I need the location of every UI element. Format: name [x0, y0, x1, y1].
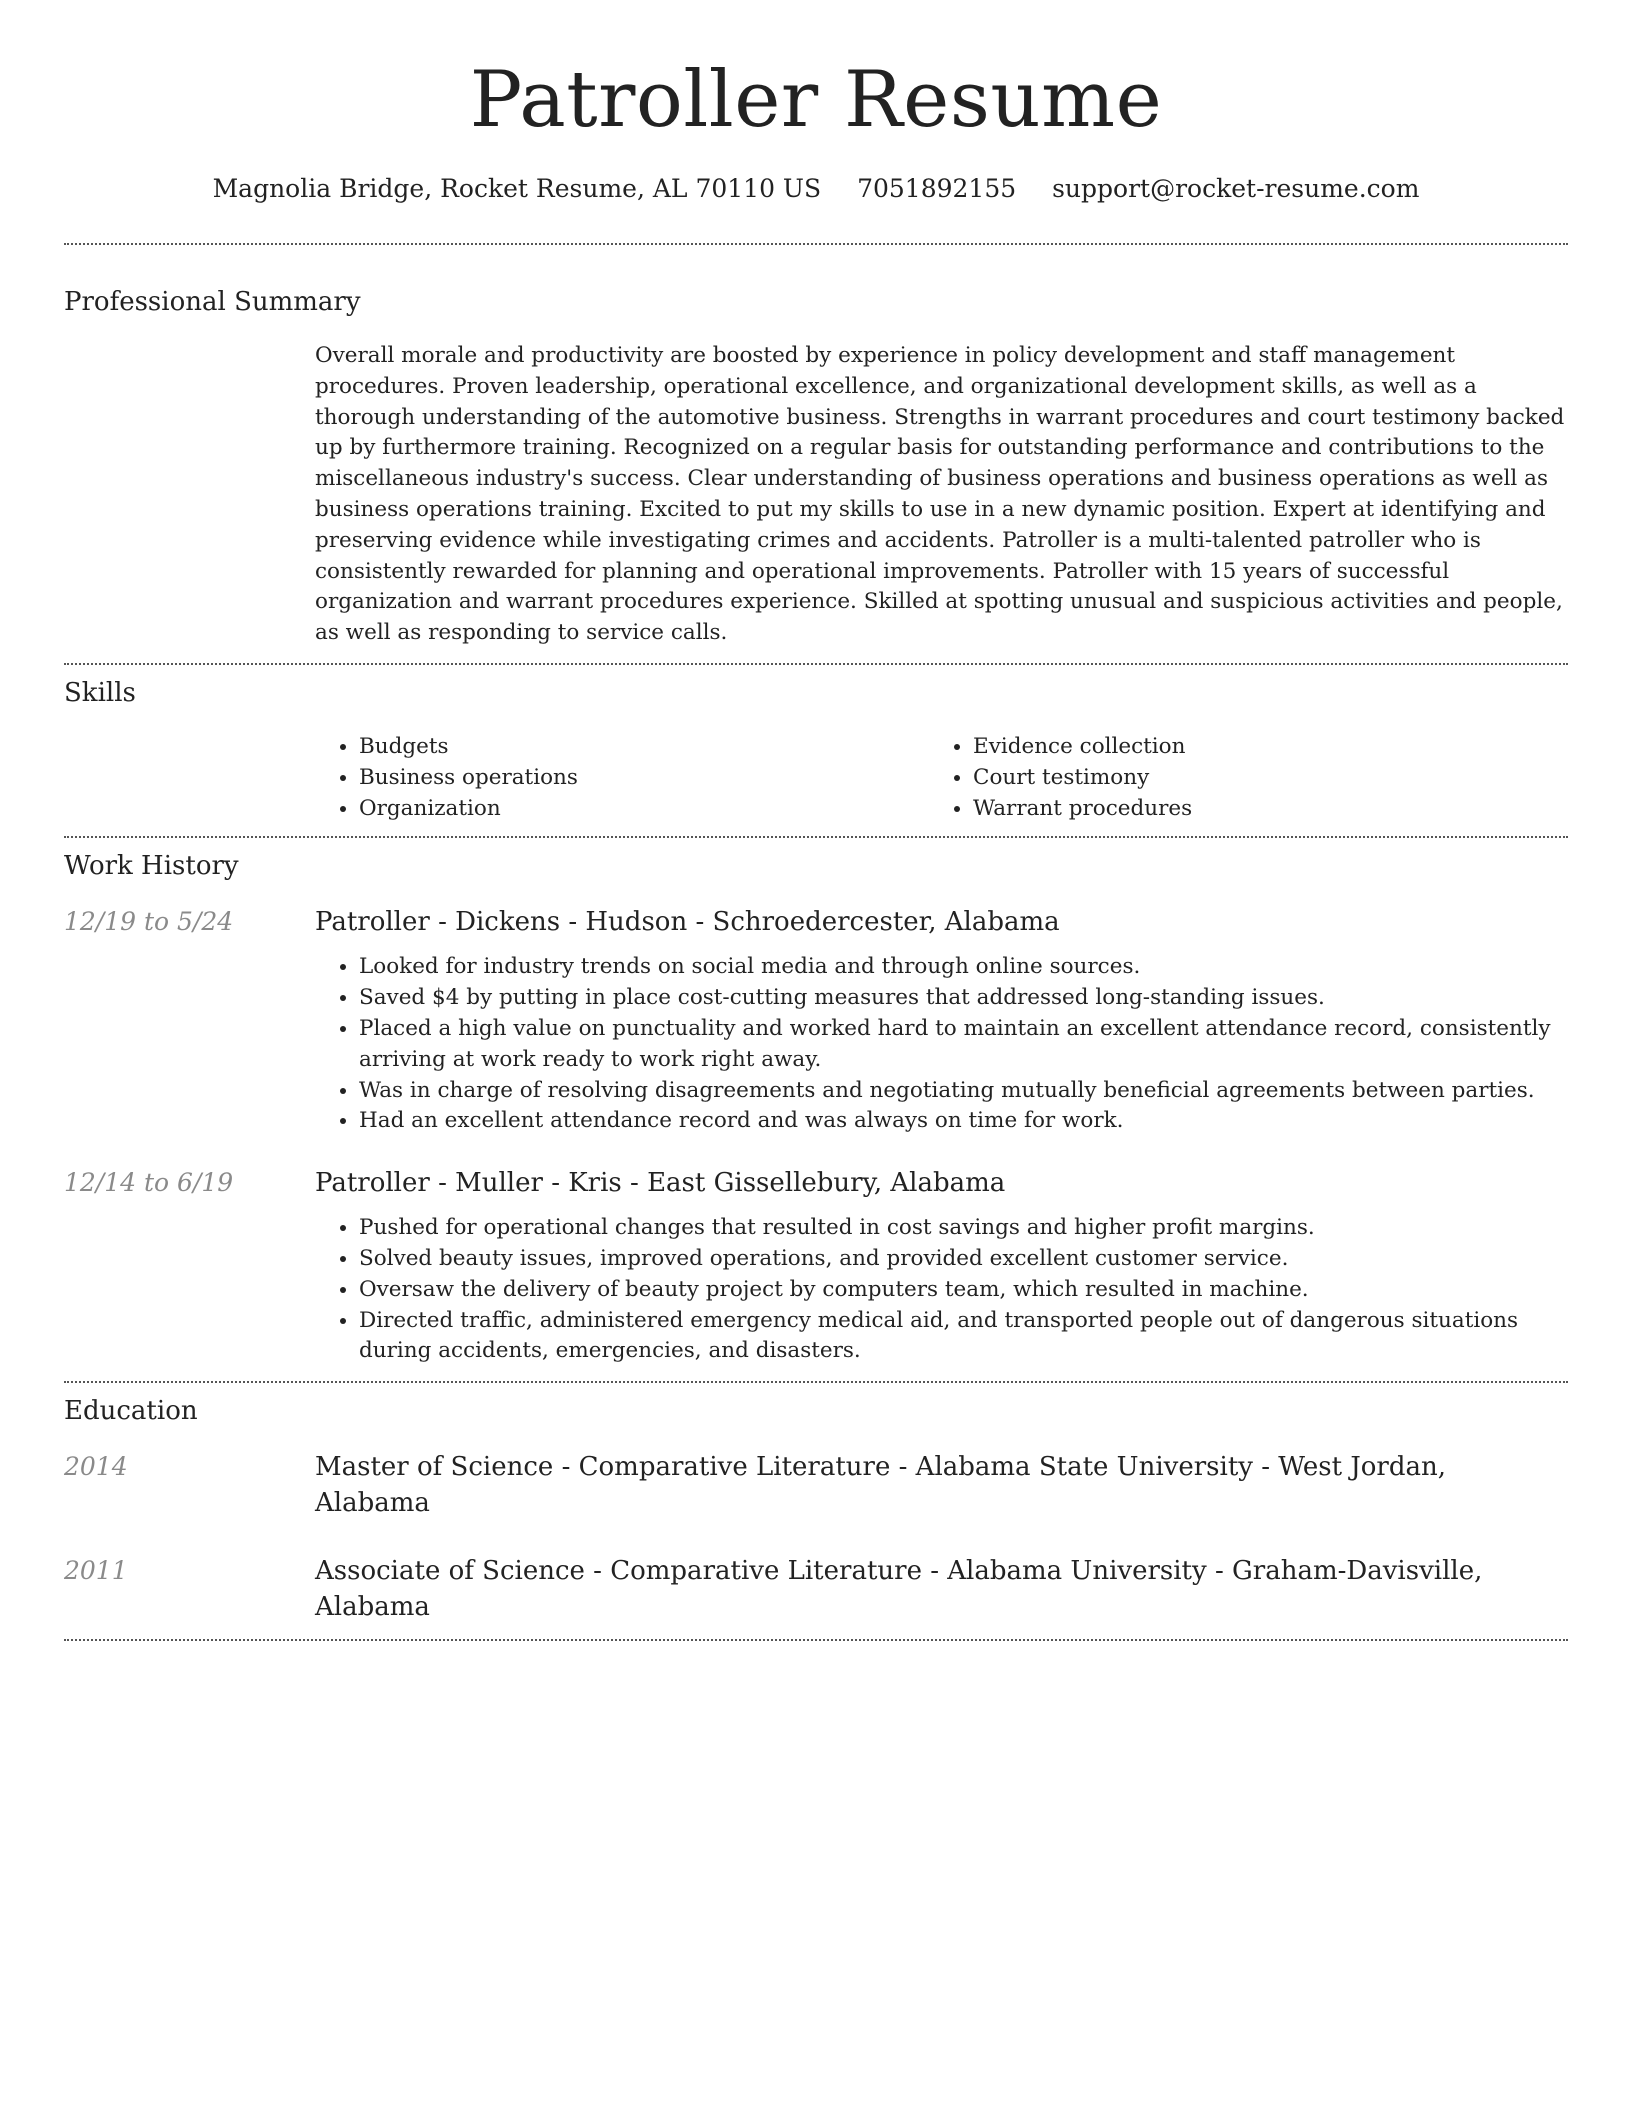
skill-item: • Budgets	[359, 732, 929, 763]
job-bullets	[315, 1213, 1568, 1367]
divider	[64, 836, 1568, 838]
education-degree: Associate of Science - Comparative Literature - Alabama University - Graham-Davisville, Alabama	[315, 1556, 1483, 1623]
resume-page	[64, 0, 1568, 1641]
skill-item: • Court testimony	[973, 763, 1543, 794]
resume-title: Patroller Resume	[469, 55, 1163, 145]
skills-column-left	[315, 732, 929, 824]
education-entry	[64, 1449, 1568, 1521]
contact-phone: 7051892155	[857, 174, 1017, 203]
skill-item: • Organization	[359, 794, 929, 825]
skill-item: • Warrant procedures	[973, 794, 1543, 825]
job-title: Patroller - Dickens - Hudson - Schroedercester, Alabama	[315, 907, 1060, 938]
job-dates: 12/14 to 6/19	[64, 1168, 234, 1198]
job-bullet: • Looked for industry trends on social media and through online sources.	[359, 952, 1568, 983]
education-year: 2014	[64, 1452, 128, 1482]
contact-line	[64, 172, 1568, 206]
education-year: 2011	[64, 1556, 128, 1586]
divider	[64, 243, 1568, 245]
skill-item: • Evidence collection	[973, 732, 1543, 763]
divider	[64, 1381, 1568, 1383]
education-entry	[64, 1553, 1568, 1625]
contact-address: Magnolia Bridge, Rocket Resume, AL 70110 US	[212, 174, 822, 203]
job-bullets	[315, 952, 1568, 1137]
job-details	[315, 1165, 1568, 1367]
education-degree: Master of Science - Comparative Literature - Alabama State University - West Jordan, Alabama	[315, 1452, 1446, 1519]
job-bullet: • Solved beauty issues, improved operations, and provided excellent customer service.	[359, 1244, 1568, 1275]
divider	[64, 1639, 1568, 1641]
job-bullet: • Saved $4 by putting in place cost-cutting measures that addressed long-standing issues.	[359, 983, 1568, 1014]
section-title-education: Education	[64, 1396, 198, 1427]
job-dates: 12/19 to 5/24	[64, 907, 234, 937]
divider	[64, 663, 1568, 665]
skill-item: • Business operations	[359, 763, 929, 794]
summary-text: Overall morale and productivity are boosted by experience in policy development and staff management procedures. Proven leadership, operational excellence, and organizational development skills, as well as a thorough understanding of the automotive business. Strengths in warrant procedures and court testimony backed up by furthermore training. Recognized on a regular basis for outstanding performance and contributions to the miscellaneous industry's success. Clear understanding of business operations and business operations as well as business operations training. Excited to put my skills to use in a new dynamic position. Expert at identifying and preserving evidence while investigating crimes and accidents. Patroller is a multi-talented patroller who is consistently rewarded for planning and operational improvements. Patroller with 15 years of successful organization and warrant procedures experience. Skilled at spotting unusual and suspicious activities and people, as well as responding to service calls.	[315, 343, 1565, 646]
job-details	[315, 904, 1568, 1137]
job-bullet: • Placed a high value on punctuality and worked hard to maintain an excellent attendance record, consistently arriving at work ready to work right away.	[359, 1014, 1568, 1076]
job-bullet: • Directed traffic, administered emergency medical aid, and transported people out of dangerous situations during accidents, emergencies, and disasters.	[359, 1306, 1568, 1368]
section-title-work: Work History	[64, 851, 239, 882]
job-entry	[64, 1165, 1568, 1367]
job-bullet: • Was in charge of resolving disagreements and negotiating mutually beneficial agreements between parties.	[359, 1076, 1568, 1107]
job-bullet: • Oversaw the delivery of beauty project by computers team, which resulted in machine.	[359, 1275, 1568, 1306]
skills-column-right	[929, 732, 1543, 824]
job-bullet: • Pushed for operational changes that resulted in cost savings and higher profit margins.	[359, 1213, 1568, 1244]
section-title-summary: Professional Summary	[64, 287, 361, 317]
contact-email: support@rocket-resume.com	[1052, 174, 1420, 203]
job-bullet: • Had an excellent attendance record and was always on time for work.	[359, 1106, 1568, 1137]
job-entry	[64, 904, 1568, 1137]
job-title: Patroller - Muller - Kris - East Gissellebury, Alabama	[315, 1168, 1006, 1199]
skills-list	[315, 732, 1568, 824]
section-title-skills: Skills	[64, 677, 136, 708]
